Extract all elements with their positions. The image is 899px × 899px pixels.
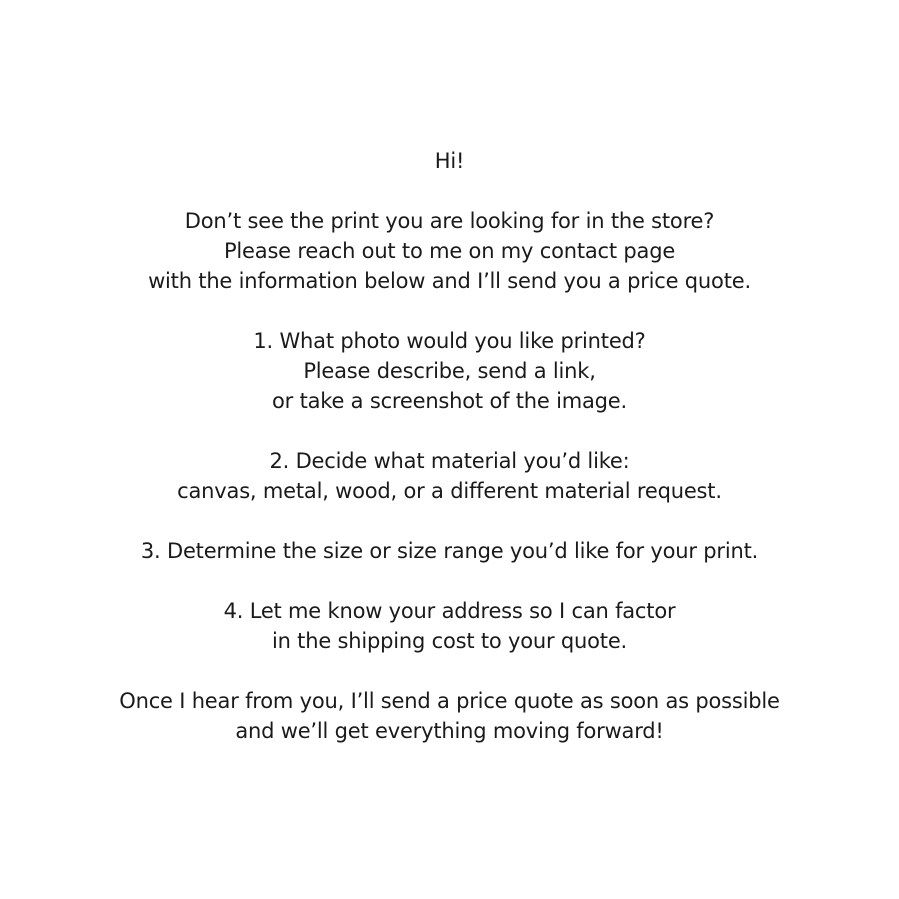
step-1-line: or take a screenshot of the image. <box>272 389 627 413</box>
step-2-line: canvas, metal, wood, or a different material request. <box>177 479 722 503</box>
step-3 <box>0 536 899 566</box>
intro-line: with the information below and I’ll send you a price quote. <box>148 269 751 293</box>
greeting <box>0 146 899 176</box>
step-1 <box>0 326 899 416</box>
greeting-text: Hi! <box>434 149 465 173</box>
intro-line: Don’t see the print you are looking for in the store? <box>184 209 715 233</box>
step-2 <box>0 446 899 506</box>
step-4 <box>0 596 899 656</box>
print-request-instructions <box>0 146 899 746</box>
closing-line: Once I hear from you, I’ll send a price quote as soon as possible <box>119 689 780 713</box>
intro-paragraph <box>0 206 899 296</box>
step-1-line: 1. What photo would you like printed? <box>253 329 646 353</box>
step-3-line: 3. Determine the size or size range you’d like for your print. <box>140 539 759 563</box>
closing-paragraph <box>0 686 899 746</box>
step-4-line: 4. Let me know your address so I can factor <box>223 599 676 623</box>
intro-line: Please reach out to me on my contact page <box>223 239 676 263</box>
step-4-line: in the shipping cost to your quote. <box>271 629 628 653</box>
step-2-line: 2. Decide what material you’d like: <box>269 449 630 473</box>
closing-line: and we’ll get everything moving forward! <box>235 719 664 743</box>
step-1-line: Please describe, send a link, <box>303 359 596 383</box>
